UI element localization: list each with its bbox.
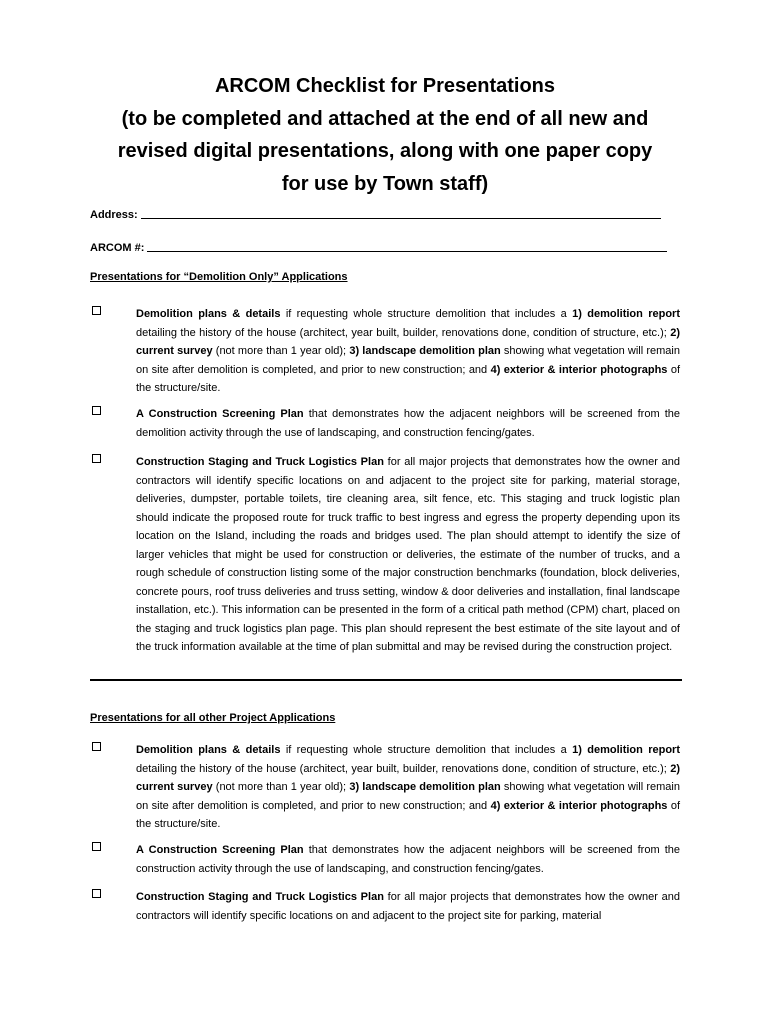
item-bold-text: Construction Staging and Truck Logistics Plan [136,891,384,903]
item-bold-text: Demolition plans & details [136,308,281,320]
checklist-item-text [136,888,680,925]
checklist-item-text [136,841,680,878]
item-text: (not more than 1 year old); [212,345,350,357]
arcom-number-input-line[interactable] [147,250,667,252]
item-bold-text: 1) demolition report [572,744,681,756]
item-text: for all major projects that demonstrates how the owner and contractors will identify specific locations on and adjacent to the project site for parking, material storage, deliveries, dumpster, portable toilets, tire cleaning area, silt fence, etc. This staging and truck logistic plan should indicate the proposed route for truck traffic to best ingress and egress the property depending upon its location on the Island, including the roads and bridges used. The plan should attempt to identify the size of larger vehicles that might be used for construction or deliveries, the estimate of the number of trucks, and a rough schedule of construction listing some of the major construction benchmarks (foundation, block deliveries, concrete pours, roof truss deliveries and truss setting, window & door deliveries and installation, final landscape installation, etc.). This information can be presented in the form of a critical path method (CPM) chart, placed on the staging and truck logistics plan page. This plan should represent the best estimate of the site layout and of the truck information available at the time of plan submittal and may be revised during the construction project. [136,456,680,653]
item-text: detailing the history of the house (architect, year built, builder, renovations done, condition of structure, etc.); [136,762,671,775]
checkbox[interactable] [92,406,101,415]
item-text: if requesting whole structure demolition that includes a [280,744,573,756]
title-line-4: for use by Town staff) [281,172,489,195]
checkbox[interactable] [92,306,101,315]
item-bold-text: 3) landscape demolition plan [349,345,501,357]
checkbox[interactable] [92,742,101,751]
item-bold-text: 2) current survey [136,326,680,357]
title-line-3: revised digital presentations, along with one paper copy [117,140,653,162]
item-bold-text: 4) exterior & interior photographs [490,363,668,376]
arcom-number-label: ARCOM #: [90,242,145,254]
item-text: of the structure/site. [136,363,681,394]
section-heading-other-projects: Presentations for all other Project Applications [90,712,336,724]
item-bold-text: A Construction Screening Plan [136,408,304,420]
checklist-item-text [136,305,680,398]
item-text: showing what vegetation will remain on site after demolition is completed, and prior to new construction; and [136,345,680,376]
item-text: showing what vegetation will remain on site after demolition is completed, and prior to new construction; and [136,781,680,812]
checkbox[interactable] [92,842,101,851]
item-text: (not more than 1 year old); [212,781,350,793]
title-line-1: ARCOM Checklist for Presentations [214,75,556,97]
item-bold-text: Construction Staging and Truck Logistics Plan [136,456,384,468]
section-divider [90,679,682,681]
checkbox[interactable] [92,454,101,463]
title-line-2: (to be completed and attached at the end of all new and [121,107,649,130]
checklist-item-text [136,741,680,834]
checklist-item-text [136,405,680,442]
checklist-item-text [136,453,680,657]
item-text: that demonstrates how the adjacent neighbors will be screened from the demolition activity through the use of landscaping, and construction fencing/gates. [136,408,680,439]
item-text: for all major projects that demonstrates how the owner and contractors will identify specific locations on and adjacent to the project site for parking, material [136,891,680,922]
item-text: of the structure/site. [136,799,681,830]
item-bold-text: 3) landscape demolition plan [349,781,501,793]
address-label: Address: [90,209,138,221]
item-bold-text: A Construction Screening Plan [136,844,304,856]
item-bold-text: 4) exterior & interior photographs [490,799,668,812]
document-title [90,70,680,200]
item-bold-text: 2) current survey [136,762,680,793]
address-field[interactable] [90,203,680,221]
arcom-number-field[interactable] [90,236,680,254]
checkbox[interactable] [92,889,101,898]
address-input-line[interactable] [141,217,661,219]
item-text: if requesting whole structure demolition that includes a [280,308,573,320]
item-text: detailing the history of the house (architect, year built, builder, renovations done, condition of structure, etc.); [136,326,671,339]
section-heading-demolition-only: Presentations for “Demolition Only” Applications [90,271,348,283]
item-bold-text: 1) demolition report [572,308,681,320]
item-bold-text: Demolition plans & details [136,744,281,756]
item-text: that demonstrates how the adjacent neighbors will be screened from the construction activity through the use of landscaping, and construction fencing/gates. [136,844,680,875]
